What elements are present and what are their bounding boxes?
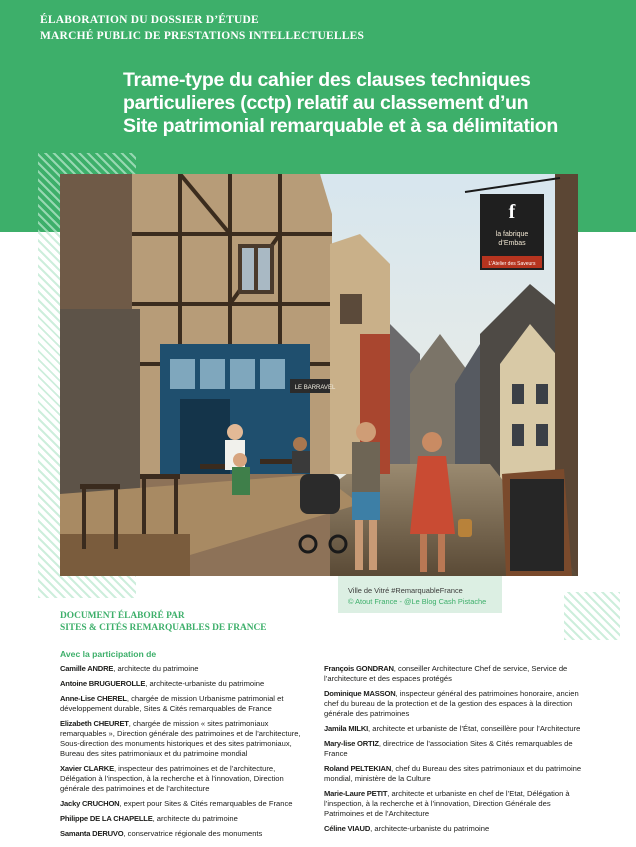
- sign-line-2: d’Embas: [498, 240, 526, 247]
- contributor-role: , architecte et urbaniste en chef de l’Etat, Délégation à l’inspection, à la recherche et à l’innovation, Direction Générale des Patrimoines et de l’Architecture: [324, 789, 570, 818]
- title-line-2: particulieres (cctp) relatif au classement d’un: [123, 92, 529, 114]
- page-title: [123, 69, 603, 138]
- participation-heading: Avec la participation de: [60, 649, 157, 659]
- hatch-decoration-right: [564, 592, 620, 640]
- contributor-entry: [60, 719, 312, 759]
- photo-caption-place: Ville de Vitré #RemarquableFrance: [348, 586, 463, 595]
- street-photo: [60, 174, 578, 576]
- contributor-name: Antoine BRUGUEROLLE: [60, 679, 146, 688]
- contributor-entry: [60, 664, 312, 674]
- contributor-role: , chargée de mission Urbanisme patrimonial et développement durable, Sites & Cités remarquables de France: [60, 694, 284, 713]
- contributor-entry: [324, 739, 588, 759]
- contributor-role: , conseiller Architecture Chef de service, Service de l’architecture et des espaces protégés: [324, 664, 568, 683]
- contributor-name: Anne-Lise CHEREL: [60, 694, 127, 703]
- sign-line-1: la fabrique: [495, 231, 529, 238]
- shop-sign: LE BARRAVEL: [294, 385, 336, 391]
- contributor-entry: [324, 689, 588, 719]
- photo-caption-credit: © Atout France - @Le Blog Cash Pistache: [348, 597, 487, 606]
- contributor-name: Jacky CRUCHON: [60, 799, 120, 808]
- header-kicker: [40, 12, 364, 44]
- contributor-name: François GONDRAN: [324, 664, 394, 673]
- contributor-role: , inspecteur général des patrimoines honoraire, ancien chef du bureau de la protection et de la gestion des espaces à la direction générale des patrimoines: [324, 689, 579, 718]
- contributor-entry: [60, 814, 312, 824]
- contributor-role: , chef du Bureau des sites patrimoniaux et du patrimoine mondial, ministère de la Culture: [324, 764, 582, 783]
- contributors-right-column: [324, 664, 588, 839]
- sign-letter: f: [508, 201, 516, 223]
- contributor-role: , architecte-urbaniste du patrimoine: [145, 679, 265, 688]
- contributor-entry: [60, 764, 312, 794]
- contributor-name: Elizabeth CHEURET: [60, 719, 129, 728]
- contributor-name: Xavier CLARKE: [60, 764, 114, 773]
- contributor-entry: [324, 824, 588, 834]
- contributor-role: , chargée de mission « sites patrimoniaux remarquables », Direction générale des patrimoines et de l’architecture, Sous-direction des monuments historiques et des sites patrimoniaux, Bureau des sites patrimoniaux et du patrimoine mondial: [60, 719, 301, 758]
- title-line-3: Site patrimonial remarquable et à sa délimitation: [123, 115, 559, 137]
- contributor-name: Roland PELTEKIAN: [324, 764, 392, 773]
- contributor-name: Dominique MASSON: [324, 689, 396, 698]
- contributor-role: , conservatrice régionale des monuments: [123, 829, 263, 838]
- contributor-entry: [60, 694, 312, 714]
- contributor-name: Mary-lise ORTIZ: [324, 739, 379, 748]
- contributor-name: Céline VIAUD: [324, 824, 371, 833]
- contributor-name: Philippe DE LA CHAPELLE: [60, 814, 153, 823]
- contributor-entry: [324, 724, 588, 734]
- contributor-role: , architecte-urbaniste du patrimoine: [370, 824, 490, 833]
- contributor-entry: [60, 799, 312, 809]
- title-line-1: Trame-type du cahier des clauses techniques: [123, 69, 531, 91]
- contributor-role: , inspecteur des patrimoines et de l’architecture, Délégation à l’inspection, à la recherche et à l’innovation, Direction générale des patrimoines et de l’architecture: [60, 764, 284, 793]
- contributor-entry: [324, 789, 588, 819]
- kicker-line-2: MARCHÉ PUBLIC DE PRESTATIONS INTELLECTUELLES: [40, 30, 365, 42]
- contributor-entry: [60, 829, 312, 839]
- document-author-heading: [60, 610, 267, 634]
- contributor-role: , architecte du patrimoine: [152, 814, 238, 823]
- contributor-name: Marie-Laure PETIT: [324, 789, 388, 798]
- contributor-role: , expert pour Sites & Cités remarquables de France: [119, 799, 293, 808]
- contributor-entry: [60, 679, 312, 689]
- doc-by-line-2: SITES & CITÉS REMARQUABLES DE FRANCE: [60, 623, 267, 633]
- sign-subtitle: L’Atelier des Saveurs: [488, 261, 536, 267]
- contributor-name: Camille ANDRE: [60, 664, 114, 673]
- contributors-left-column: [60, 664, 312, 844]
- contributor-role: , architecte du patrimoine: [113, 664, 199, 673]
- contributor-entry: [324, 764, 588, 784]
- doc-by-line-1: DOCUMENT ÉLABORÉ PAR: [60, 611, 185, 621]
- contributor-role: , directrice de l’association Sites & Cités remarquables de France: [324, 739, 573, 758]
- contributor-name: Samanta DERUVO: [60, 829, 124, 838]
- contributor-name: Jamila MILKI: [324, 724, 369, 733]
- kicker-line-1: ÉLABORATION DU DOSSIER D’ÉTUDE: [40, 14, 259, 26]
- contributor-entry: [324, 664, 588, 684]
- contributor-role: , architecte et urbaniste de l’État, conseillère pour l’Architecture: [368, 724, 581, 733]
